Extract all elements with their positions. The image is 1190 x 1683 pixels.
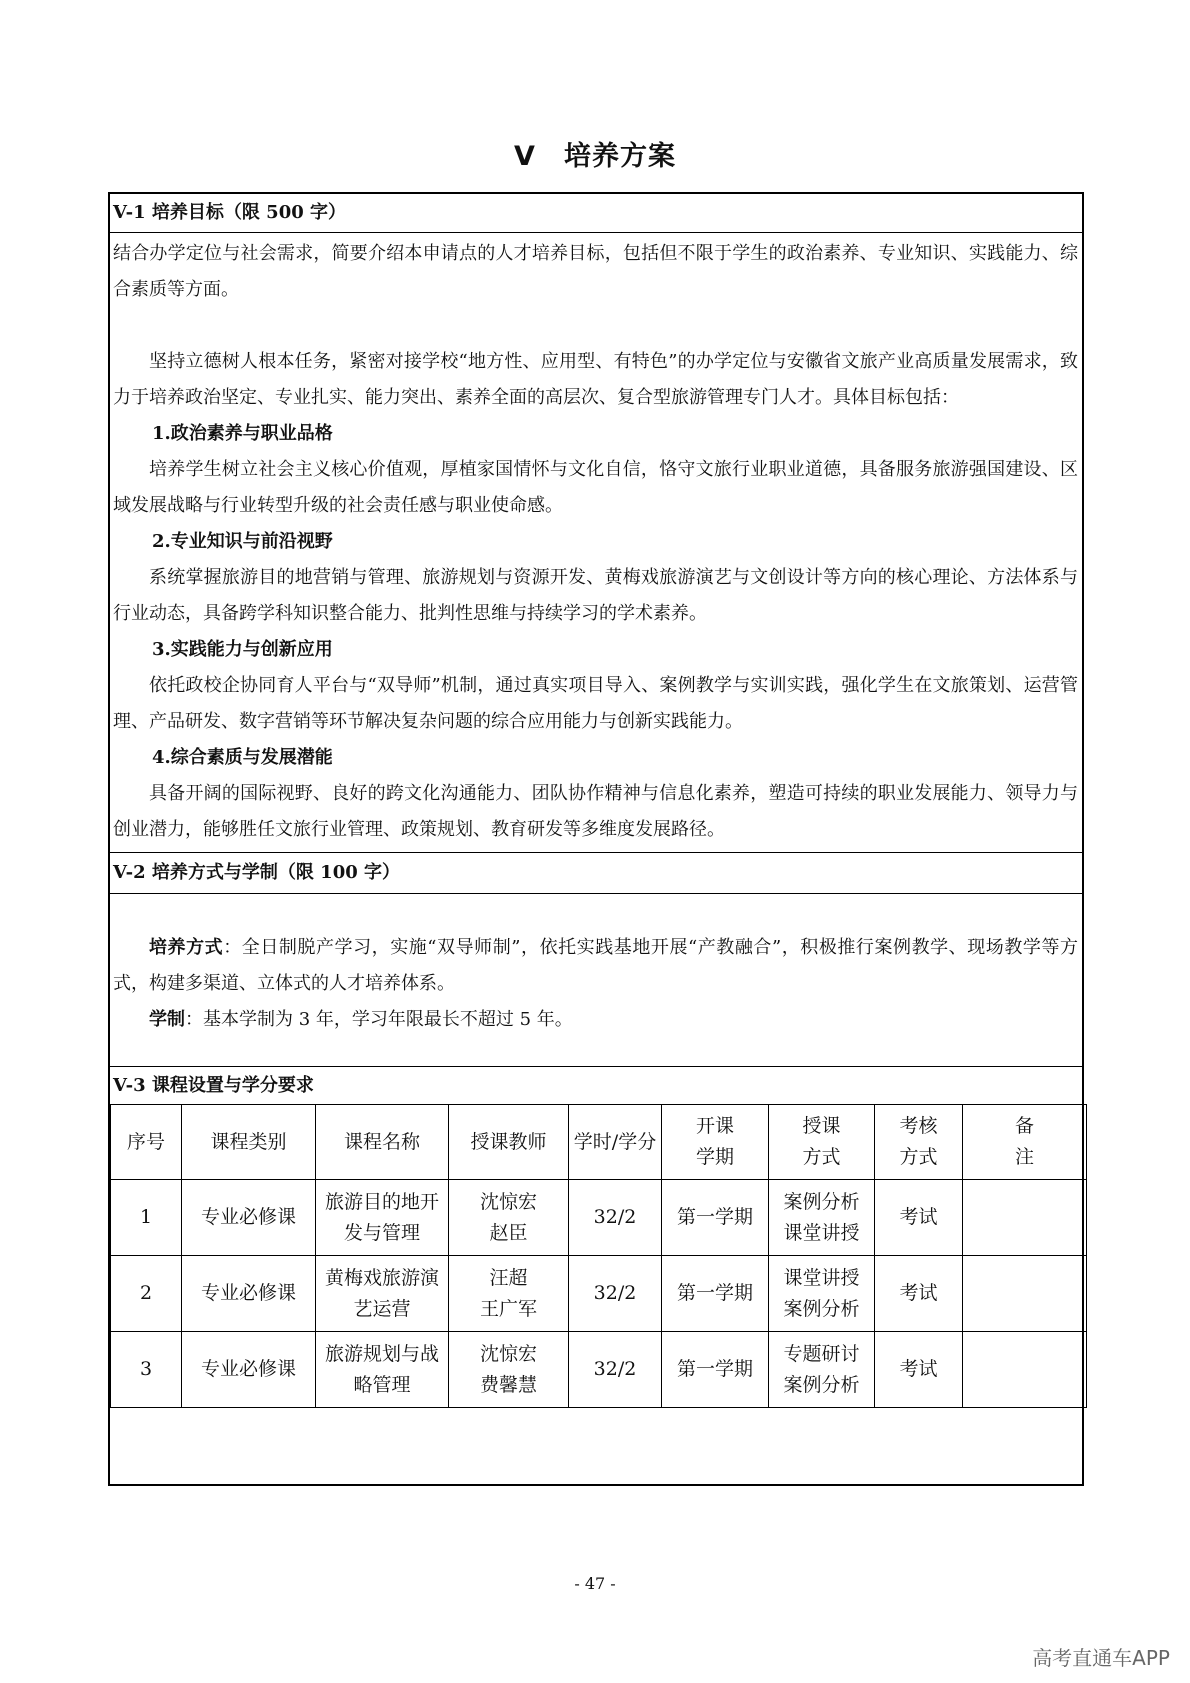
col-term: 开课 学期 bbox=[662, 1105, 769, 1180]
col-category: 课程类别 bbox=[182, 1105, 316, 1180]
cell-method: 课堂讲授 案例分析 bbox=[769, 1256, 875, 1332]
table-header-row bbox=[111, 1105, 1087, 1180]
goal-3-title: 3.实践能力与创新应用 bbox=[152, 639, 333, 660]
cell-term: 第一学期 bbox=[662, 1180, 769, 1256]
table-row bbox=[111, 1180, 1087, 1256]
page-title: V 培养方案 bbox=[514, 141, 676, 172]
goal-1-text: 培养学生树立社会主义核心价值观，厚植家国情怀与文化自信，恪守文旅行业职业道德，具备服务旅游强国建设、区域发展战略与行业转型升级的社会责任感与职业使命感。 bbox=[113, 459, 1078, 516]
col-method: 授课 方式 bbox=[769, 1105, 875, 1180]
cell-category: 专业必修课 bbox=[182, 1256, 316, 1332]
years-text: ：基本学制为 3 年，学习年限最长不超过 5 年。 bbox=[185, 1009, 573, 1030]
cell-no: 3 bbox=[111, 1332, 182, 1408]
section-v2 bbox=[110, 852, 1082, 1038]
section-v1-heading: V-1 培养目标（限 500 字） bbox=[110, 194, 1082, 233]
goal-1-title: 1.政治素养与职业品格 bbox=[152, 423, 333, 444]
section-v3 bbox=[110, 1066, 1082, 1105]
cell-method: 专题研讨 案例分析 bbox=[769, 1332, 875, 1408]
cell-exam: 考试 bbox=[875, 1256, 963, 1332]
cell-teacher: 沈惊宏 赵臣 bbox=[449, 1180, 569, 1256]
mode-label: 培养方式 bbox=[149, 937, 224, 958]
goal-4-text: 具备开阔的国际视野、良好的跨文化沟通能力、团队协作精神与信息化素养，塑造可持续的职业发展能力、领导力与创业潜力，能够胜任文旅行业管理、政策规划、教育研发等多维度发展路径。 bbox=[113, 783, 1078, 840]
col-teacher: 授课教师 bbox=[449, 1105, 569, 1180]
cell-teacher: 沈惊宏 费馨慧 bbox=[449, 1332, 569, 1408]
course-table-wrap bbox=[110, 1104, 1082, 1484]
table-row bbox=[111, 1332, 1087, 1408]
form-sheet bbox=[108, 192, 1084, 1486]
cell-exam: 考试 bbox=[875, 1332, 963, 1408]
cell-exam: 考试 bbox=[875, 1180, 963, 1256]
section-v1 bbox=[110, 194, 1082, 848]
col-no: 序号 bbox=[111, 1105, 182, 1180]
section-v3-heading: V-3 课程设置与学分要求 bbox=[110, 1066, 1082, 1105]
col-note: 备 注 bbox=[963, 1105, 1087, 1180]
mode-text: ：全日制脱产学习，实施“双导师制”，依托实践基地开展“产教融合”，积极推行案例教学、现场教学等方式，构建多渠道、立体式的人才培养体系。 bbox=[113, 937, 1078, 994]
section-v2-years bbox=[110, 1002, 1082, 1038]
page-number: - 47 - bbox=[574, 1574, 616, 1593]
col-name: 课程名称 bbox=[316, 1105, 449, 1180]
cell-hours: 32/2 bbox=[569, 1256, 662, 1332]
goal-4-title: 4.综合素质与发展潜能 bbox=[152, 747, 333, 768]
section-v1-intro: 坚持立德树人根本任务，紧密对接学校“地方性、应用型、有特色”的办学定位与安徽省文旅产业高质量发展需求，致力于培养政治坚定、专业扎实、能力突出、素养全面的高层次、复合型旅游管理专门人才。具体目标包括： bbox=[113, 351, 1078, 408]
cell-no: 2 bbox=[111, 1256, 182, 1332]
cell-category: 专业必修课 bbox=[182, 1180, 316, 1256]
cell-name: 旅游规划与战 略管理 bbox=[316, 1332, 449, 1408]
years-label: 学制 bbox=[149, 1009, 185, 1030]
table-row bbox=[111, 1256, 1087, 1332]
cell-term: 第一学期 bbox=[662, 1256, 769, 1332]
cell-term: 第一学期 bbox=[662, 1332, 769, 1408]
section-v1-prompt: 结合办学定位与社会需求，简要介绍本申请点的人才培养目标，包括但不限于学生的政治素养、专业知识、实践能力、综合素质等方面。 bbox=[113, 243, 1078, 300]
goal-2-text: 系统掌握旅游目的地营销与管理、旅游规划与资源开发、黄梅戏旅游演艺与文创设计等方向的核心理论、方法体系与行业动态，具备跨学科知识整合能力、批判性思维与持续学习的学术素养。 bbox=[113, 567, 1078, 624]
cell-teacher: 汪超 王广军 bbox=[449, 1256, 569, 1332]
cell-name: 旅游目的地开 发与管理 bbox=[316, 1180, 449, 1256]
watermark: 高考直通车APP bbox=[1032, 1646, 1170, 1670]
section-v2-mode bbox=[110, 930, 1082, 1002]
col-exam: 考核 方式 bbox=[875, 1105, 963, 1180]
col-hours: 学时/学分 bbox=[569, 1105, 662, 1180]
cell-hours: 32/2 bbox=[569, 1332, 662, 1408]
cell-name: 黄梅戏旅游演 艺运营 bbox=[316, 1256, 449, 1332]
cell-hours: 32/2 bbox=[569, 1180, 662, 1256]
goal-2-title: 2.专业知识与前沿视野 bbox=[152, 531, 333, 552]
course-table bbox=[110, 1104, 1087, 1408]
cell-note bbox=[963, 1180, 1087, 1256]
cell-no: 1 bbox=[111, 1180, 182, 1256]
cell-category: 专业必修课 bbox=[182, 1332, 316, 1408]
cell-note bbox=[963, 1256, 1087, 1332]
cell-note bbox=[963, 1332, 1087, 1408]
goal-3-text: 依托政校企协同育人平台与“双导师”机制，通过真实项目导入、案例教学与实训实践，强化学生在文旅策划、运营管理、产品研发、数字营销等环节解决复杂问题的综合应用能力与创新实践能力。 bbox=[113, 675, 1078, 732]
section-v2-heading: V-2 培养方式与学制（限 100 字） bbox=[110, 852, 1082, 894]
cell-method: 案例分析 课堂讲授 bbox=[769, 1180, 875, 1256]
